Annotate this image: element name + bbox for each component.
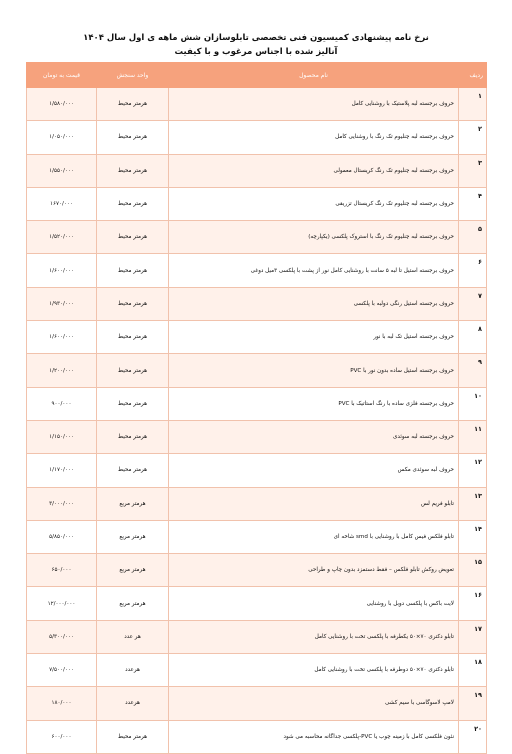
row-index: ۶ [459, 254, 487, 287]
product-name-cell: تابلو فریم لس [169, 487, 459, 520]
unit-cell: هرمتر مربع [97, 520, 169, 553]
product-name-cell: حروف برجسته لبه چنلیوم تک رنگ با استروک پلکسی (یکپارچه) [169, 221, 459, 254]
row-index: ۱۰ [459, 387, 487, 420]
product-name-cell: حروف برجسته لبه چنلیوم تک رنگ کریستال معمولی [169, 154, 459, 187]
header-price: قیمت به تومان [27, 63, 97, 88]
price-cell: ۷/۵۰۰/۰۰۰ [27, 654, 97, 687]
unit-cell: هر عدد [97, 620, 169, 653]
row-index: ۱۹ [459, 687, 487, 720]
row-index: ۱۵ [459, 554, 487, 587]
product-name-cell: حروف لبه سوئدی مکس [169, 454, 459, 487]
table-row [27, 654, 487, 687]
table-row [27, 587, 487, 620]
row-index: ۵ [459, 221, 487, 254]
row-index: ۱۱ [459, 420, 487, 453]
price-cell: ۱/۲۰۰/۰۰۰ [27, 354, 97, 387]
row-index: ۴ [459, 187, 487, 220]
product-name-cell: تابلو فلکس فیس کامل با روشنایی با smd شاخه ای [169, 520, 459, 553]
product-name-cell: حروف برجسته استیل تک لبه با نور [169, 321, 459, 354]
table-row [27, 354, 487, 387]
unit-cell: هرمتر مربع [97, 554, 169, 587]
table-row [27, 221, 487, 254]
document-title: نرخ نامه پیشنهادی کمیسیون فنی تخصصی تابلوسازان شش ماهه ی اول سال ۱۴۰۴ [83, 33, 429, 43]
row-index: ۱۴ [459, 520, 487, 553]
unit-cell: هرمتر محیط [97, 154, 169, 187]
product-name-cell: تابلو دکتری ۷۰×۵۰ دوطرفه با پلکسی تخت با روشنایی کامل [169, 654, 459, 687]
table-row [27, 154, 487, 187]
price-cell: ۳/۰۰۰/۰۰۰ [27, 487, 97, 520]
table-row [27, 321, 487, 354]
price-cell: ۹۰۰/۰۰۰ [27, 387, 97, 420]
product-name-cell: حروف برجسته لبه پلاستیک با روشنایی کامل [169, 88, 459, 121]
row-index: ۹ [459, 354, 487, 387]
price-cell: ۱/۵۵۰/۰۰۰ [27, 154, 97, 187]
price-table [26, 62, 487, 754]
product-name-cell: حروف برجسته لبه سوئدی [169, 420, 459, 453]
header-unit: واحد سنجش [97, 63, 169, 88]
table-row [27, 687, 487, 720]
row-index: ۱۶ [459, 587, 487, 620]
table-row [27, 121, 487, 154]
table-row [27, 187, 487, 220]
table-row [27, 88, 487, 121]
price-cell: ۱/۹۳۰/۰۰۰ [27, 287, 97, 320]
table-row [27, 420, 487, 453]
table-row [27, 620, 487, 653]
unit-cell: هرعدد [97, 654, 169, 687]
row-index: ۷ [459, 287, 487, 320]
row-index: ۸ [459, 321, 487, 354]
row-index: ۳ [459, 154, 487, 187]
unit-cell: هرعدد [97, 687, 169, 720]
price-cell: ۱/۱۷۰/۰۰۰ [27, 454, 97, 487]
product-name-cell: حروف برجسته فلزی ساده با رنگ استاتیک با PVC [169, 387, 459, 420]
unit-cell: هرمتر محیط [97, 121, 169, 154]
unit-cell: هرمتر محیط [97, 354, 169, 387]
table-row [27, 454, 487, 487]
price-cell: ۱۶۷۰/۰۰۰ [27, 187, 97, 220]
price-cell: ۱/۵۸۰/۰۰۰ [27, 88, 97, 121]
header-product-name: نام محصول [169, 63, 459, 88]
product-name-cell: حروف برجسته استیل رنگی دولبه با پلکسی [169, 287, 459, 320]
table-row [27, 720, 487, 753]
price-cell: ۵/۳۰۰/۰۰۰ [27, 620, 97, 653]
row-index: ۲۰ [459, 720, 487, 753]
table-row [27, 287, 487, 320]
table-row [27, 520, 487, 553]
unit-cell: هرمتر محیط [97, 187, 169, 220]
price-cell: ۵/۸۵۰/۰۰۰ [27, 520, 97, 553]
price-cell: ۱/۱۵۰/۰۰۰ [27, 420, 97, 453]
price-cell: ۱۲/۰۰۰/۰۰۰ [27, 587, 97, 620]
product-name-cell: نئون فلکسی کامل با زمینه چوب یا PVC-پلکسی جداگانه محاسبه می شود [169, 720, 459, 753]
product-name-cell: حروف برجسته لبه چنلیوم تک رنگ کریستال تزریقی [169, 187, 459, 220]
table-row [27, 254, 487, 287]
unit-cell: هرمتر محیط [97, 454, 169, 487]
table-row [27, 387, 487, 420]
product-name-cell: تعویض روکش تابلو فلکس – فقط دستمزد بدون چاپ و طراحی [169, 554, 459, 587]
product-name-cell: لایت باکس با پلکسی دوبل با روشنایی [169, 587, 459, 620]
table-header-row [27, 63, 487, 88]
unit-cell: هرمتر محیط [97, 88, 169, 121]
table-row [27, 554, 487, 587]
document-subtitle: آنالیز شده با اجناس مرغوب و با کیفیت [174, 47, 338, 57]
product-name-cell: حروف برجسته استیل ساده بدون نور با PVC [169, 354, 459, 387]
table-row [27, 487, 487, 520]
unit-cell: هرمتر محیط [97, 321, 169, 354]
row-index: ۱۷ [459, 620, 487, 653]
price-cell: ۶۵۰/۰۰۰ [27, 554, 97, 587]
product-name-cell: حروف برجسته لبه چنلیوم تک رنگ با روشنایی کامل [169, 121, 459, 154]
row-index: ۱۲ [459, 454, 487, 487]
price-cell: ۱/۶۰۰/۰۰۰ [27, 254, 97, 287]
row-index: ۱۳ [459, 487, 487, 520]
product-name-cell: تابلو دکتری ۷۰×۵۰ یکطرفه با پلکسی تخت با روشنایی کامل [169, 620, 459, 653]
product-name-cell: حروف برجسته استیل تا لبه ۵ سانت با روشنایی کامل نور از پشت با پلکسی ۳میل دوغی [169, 254, 459, 287]
unit-cell: هرمتر محیط [97, 420, 169, 453]
unit-cell: هرمتر محیط [97, 254, 169, 287]
price-cell: ۶۰۰/۰۰۰ [27, 720, 97, 753]
row-index: ۱۸ [459, 654, 487, 687]
row-index: ۲ [459, 121, 487, 154]
unit-cell: هرمتر محیط [97, 221, 169, 254]
price-cell: ۱/۵۲۰/۰۰۰ [27, 221, 97, 254]
header-index: ردیف [459, 63, 487, 88]
price-cell: ۱/۰۵۰/۰۰۰ [27, 121, 97, 154]
unit-cell: هرمتر مربع [97, 587, 169, 620]
unit-cell: هرمتر محیط [97, 387, 169, 420]
product-name-cell: لامپ لاسوگاسی با سیم کشی [169, 687, 459, 720]
unit-cell: هرمتر محیط [97, 720, 169, 753]
price-cell: ۱۸۰/۰۰۰ [27, 687, 97, 720]
price-cell: ۱/۶۰۰/۰۰۰ [27, 321, 97, 354]
row-index: ۱ [459, 88, 487, 121]
unit-cell: هرمتر مربع [97, 487, 169, 520]
unit-cell: هرمتر محیط [97, 287, 169, 320]
